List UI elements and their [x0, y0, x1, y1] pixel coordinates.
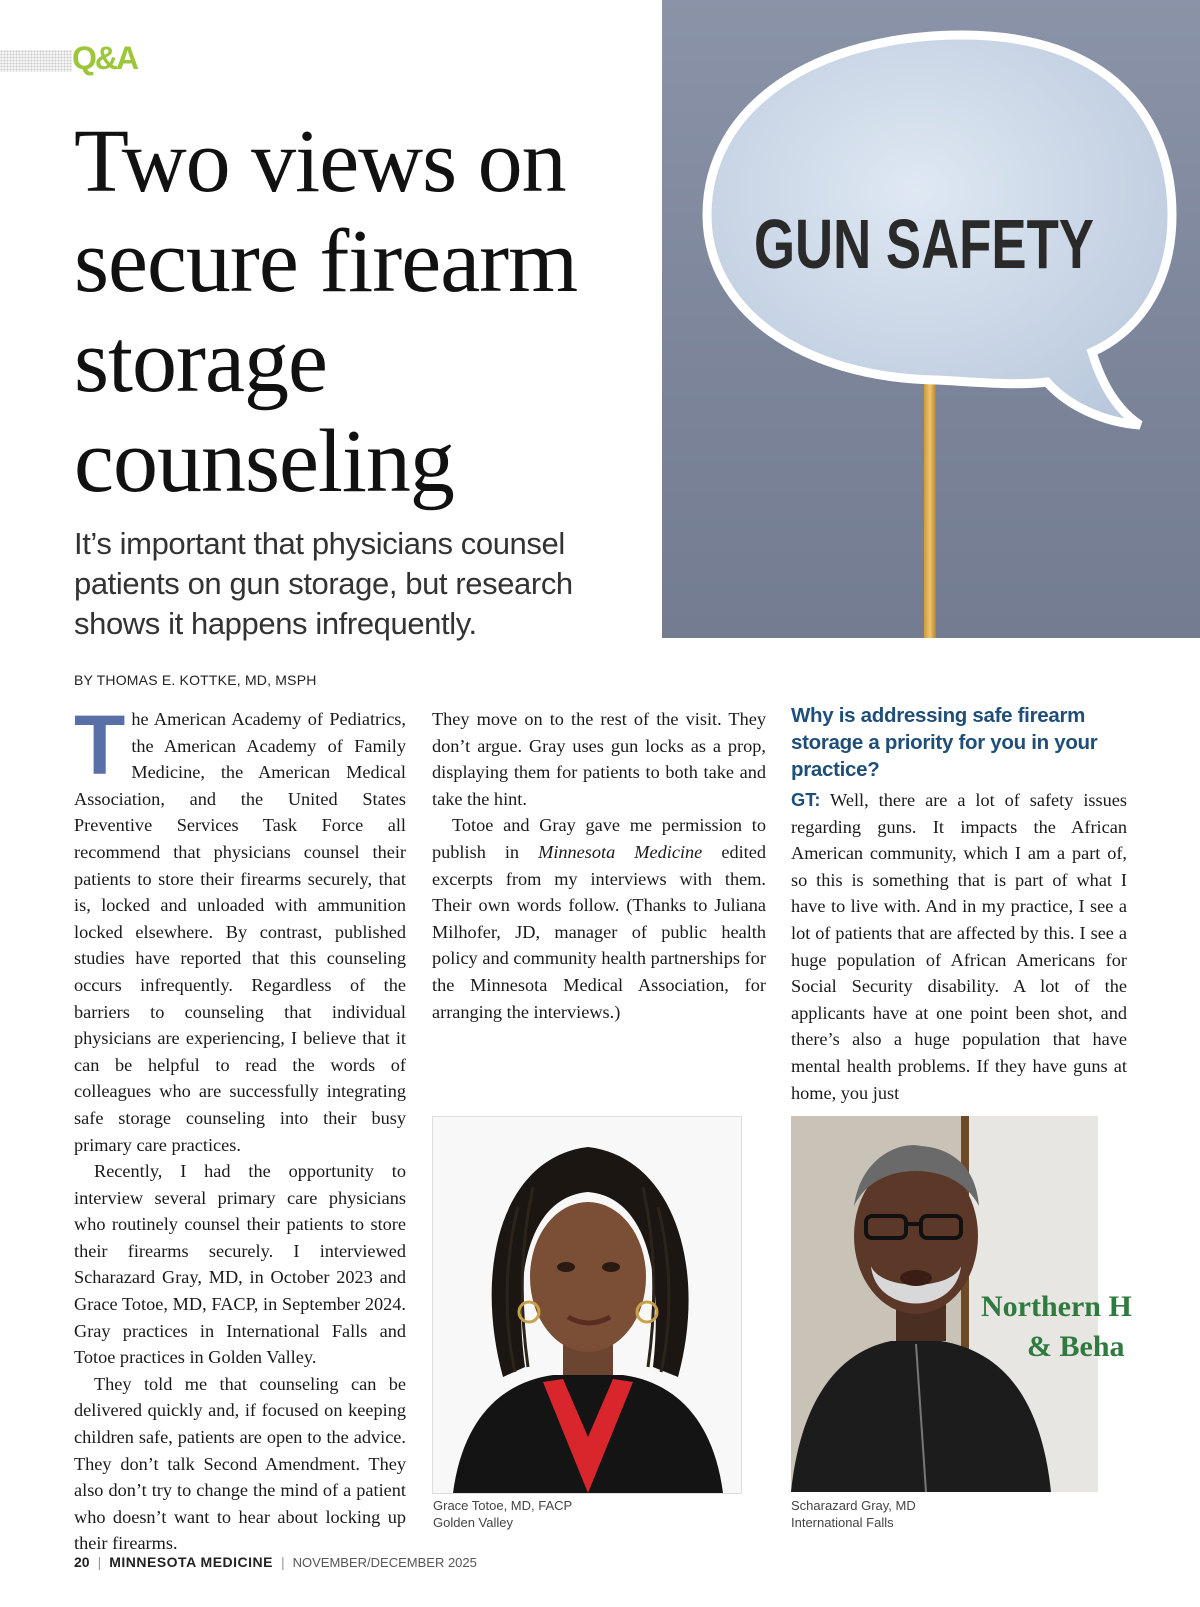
section-logo-dots: [0, 50, 72, 72]
speech-bubble-illustration: [662, 0, 1200, 638]
byline: BY THOMAS E. KOTTKE, MD, MSPH: [74, 672, 317, 688]
section-logo-qa: Q&A: [72, 40, 138, 76]
photo-caption-1: [433, 1497, 572, 1531]
portrait-scharazard-gray: [791, 1116, 1132, 1492]
background-sign-text-2: & Beha: [1027, 1330, 1125, 1363]
article-title: Two views on secure firearm storage counseling: [74, 112, 578, 511]
hero-image-gun-safety: [662, 0, 1200, 638]
drop-cap: T: [74, 698, 126, 792]
footer-separator-1: |: [97, 1554, 102, 1570]
page-number: 20: [74, 1554, 90, 1570]
footer-separator-2: |: [281, 1554, 285, 1570]
body-column-3: [791, 702, 1127, 1106]
sign-stick: [924, 380, 936, 638]
issue-date: NOVEMBER/DECEMBER 2025: [292, 1554, 477, 1570]
paragraph-4: They move on to the rest of the visit. They don’t argue. Gray uses gun locks as a prop, displaying them for patients to both take and take the hint.: [432, 709, 766, 809]
portrait-illustration-1: [433, 1117, 741, 1493]
article-deck: It’s important that physicians counsel patients on gun storage, but research shows it happens infrequently.: [74, 526, 573, 641]
body-column-1: [74, 698, 406, 1557]
page-footer: [74, 1554, 477, 1570]
publication-name: Minnesota Medicine: [538, 841, 703, 862]
caption-2-name: Scharazard Gray, MD: [791, 1498, 916, 1513]
paragraph-5-part-1: Totoe and Gray gave me permission to publish in: [432, 815, 766, 862]
caption-1-name: Grace Totoe, MD, FACP: [433, 1498, 573, 1513]
magazine-name: MINNESOTA MEDICINE: [109, 1554, 273, 1570]
paragraph-5-part-2: edited excerpts from my interviews with them. Their own words follow. (Thanks to Juliana Milhofer, JD, manager of public health policy and community health partnerships for the Minnesota Medical Association, for arranging the interviews.): [432, 841, 766, 1022]
question-heading: Why is addressing safe firearm storage a priority for you in your practice?: [791, 704, 1098, 781]
paragraph-3: They told me that counseling can be delivered quickly and, if focused on keeping children safe, patients are open to the advice. They don’t talk Second Amendment. They also don’t try to change the mind of a patient who doesn’t want to hear about locking up their firearms.: [74, 1373, 406, 1554]
answer-paragraph: [791, 787, 1127, 1106]
sign-text: GUN SAFETY: [754, 205, 1094, 283]
portrait-grace-totoe: [432, 1116, 742, 1494]
caption-1-place: Golden Valley: [433, 1515, 513, 1530]
caption-2-place: International Falls: [791, 1515, 894, 1530]
background-sign-text-1: Northern H: [981, 1290, 1132, 1323]
paragraph-5: [432, 812, 766, 1025]
paragraph-1: he American Academy of Pediatrics, the American Academy of Family Medicine, the American Medical Association, and the United States Preventive Services Task Force all recommend that physicians counsel their patients to store their firearms securely, that is, locked and unloaded with ammunition locked elsewhere. By contrast, published studies have reported that this counseling occurs infrequently. Regardless of the barriers to counseling that individual physicians are experiencing, I believe that it can be helpful to read the words of colleagues who are successfully integrating safe storage counseling into their busy primary care practices.: [74, 709, 406, 1155]
answer-text: Well, there are a lot of safety issues regarding guns. It impacts the African American community, which I am a part of, so this is something that is part of what I have to live with. And in my practice, I see a lot of patients that are affected by this. I see a huge population of African Americans for Social Security disability. A lot of the applicants have at one point been shot, and there’s also a huge population that have mental health problems. If they have guns at home, you just: [791, 790, 1127, 1103]
body-column-2: [432, 706, 766, 1025]
photo-caption-2: [791, 1497, 916, 1531]
paragraph-2: Recently, I had the opportunity to interview several primary care physicians who routinely counsel their patients to store their firearms securely. I interviewed Scharazard Gray, MD, in October 2023 and Grace Totoe, MD, FACP, in September 2024. Gray practices in International Falls and Totoe practices in Golden Valley.: [74, 1161, 406, 1368]
speaker-label: GT:: [791, 789, 821, 810]
portrait-illustration-2: [791, 1116, 1132, 1492]
